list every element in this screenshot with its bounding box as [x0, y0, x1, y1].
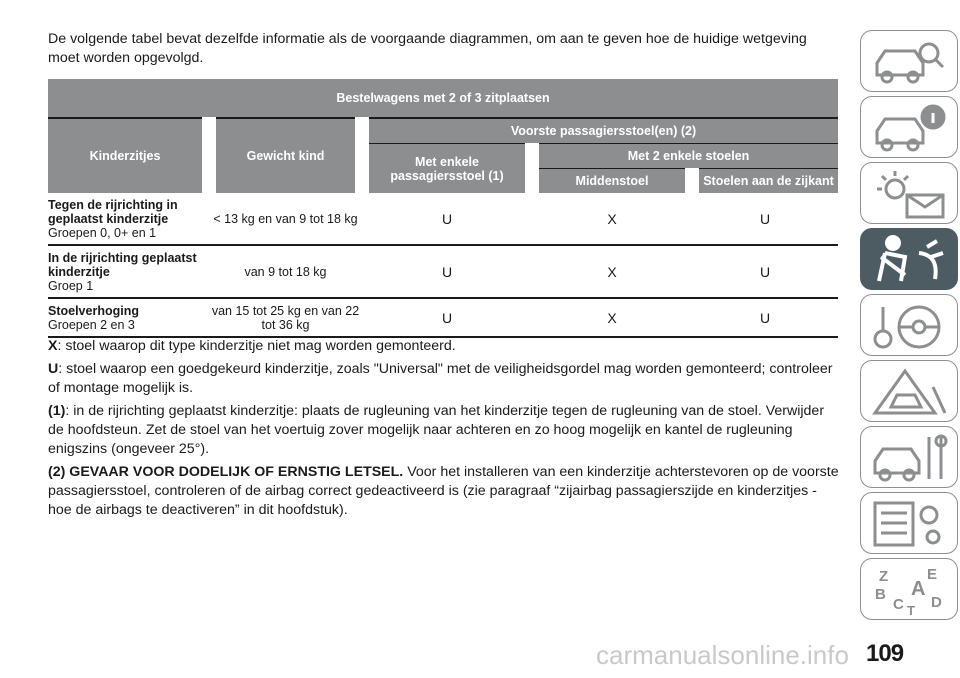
- col-header-middle: Middenstoel: [532, 169, 692, 194]
- row-kind: Stoelverhoging Groepen 2 en 3: [48, 298, 209, 337]
- row-single: U: [441, 211, 453, 227]
- table-row: [48, 193, 838, 245]
- row-side: U: [759, 211, 771, 227]
- tab-warning-triangle[interactable]: [860, 360, 958, 422]
- alphabet-index-icon: [871, 565, 949, 615]
- row-middle: X: [607, 211, 617, 227]
- notes-section: [48, 337, 840, 524]
- watermark: carmanualsonline.info: [596, 640, 849, 670]
- tab-car-tools[interactable]: [860, 426, 958, 488]
- col-header-side: Stoelen aan de zijkant: [692, 169, 838, 194]
- warning-triangle-icon: [871, 367, 949, 417]
- table-row: [48, 298, 838, 337]
- seatbelt-airbag-icon: [871, 235, 949, 285]
- col-header-kind: Kinderzitjes: [48, 118, 209, 193]
- svg-text:Z: Z: [879, 568, 889, 585]
- tab-steering-key[interactable]: [860, 294, 958, 356]
- tab-car-search[interactable]: [860, 30, 958, 92]
- tab-seatbelt-airbag[interactable]: [860, 228, 958, 290]
- row-middle: X: [532, 245, 692, 298]
- note-2: (2) GEVAAR VOOR DODELIJK OF ERNSTIG LETSEL. Voor het installeren van een kinderzitje achterstevoren op de voorste passagiersstoel, controleren of de airbag correct gedeactiveerd is (zie paragraaf “zijairbag passagierszijde en kinderzitjes - hoe de airbags te deactiveren” in dit hoofdstuk).: [48, 464, 839, 518]
- row-side: U: [692, 298, 838, 337]
- tab-alphabet-index[interactable]: [860, 558, 958, 620]
- warning-lights-icon: [871, 169, 949, 219]
- car-tools-icon: [871, 433, 949, 483]
- note-x: X: stoel waarop dit type kinderzitje niet mag worden gemonteerd.: [48, 338, 456, 354]
- svg-text:E: E: [927, 566, 938, 583]
- col-header-two: Met 2 enkele stoelen: [532, 144, 838, 169]
- col-header-single: Met enkele passagiersstoel (1): [362, 144, 532, 194]
- page-number: 109: [866, 640, 904, 667]
- tab-car-info[interactable]: [860, 96, 958, 158]
- col-header-front: Voorste passagiersstoel(en) (2): [362, 118, 838, 144]
- row-kind: Tegen de rijrichting in geplaatst kinderzitje Groepen 0, 0+ en 1: [48, 198, 178, 240]
- note-1: (1): in de rijrichting geplaatst kinderzitje: plaats de rugleuning van het kinderzitje tegen de rugleuning van de stoel. Verwijder de hoofdsteun. Zet de stoel van het voertuig zover mogelijk naar achteren en zo hoog mogelijk en kantel de rugleuning enigszins (ongeveer 25°).: [48, 403, 825, 457]
- specifications-icon: [871, 499, 949, 549]
- table-title: Bestelwagens met 2 of 3 zitplaatsen: [48, 79, 838, 118]
- row-weight: van 15 tot 25 kg en van 22 tot 36 kg: [209, 298, 362, 337]
- svg-text:D: D: [931, 594, 942, 611]
- table-row: [48, 245, 838, 298]
- car-info-icon: [871, 103, 949, 153]
- svg-text:C: C: [893, 596, 904, 613]
- row-single: U: [362, 298, 532, 337]
- row-weight: van 9 tot 18 kg: [209, 245, 362, 298]
- intro-text: De volgende tabel bevat dezelfde informatie als de voorgaande diagrammen, om aan te geven hoe de huidige wetgeving moet worden opgevolgd.: [48, 31, 807, 66]
- steering-key-icon: [871, 301, 949, 351]
- tab-specifications[interactable]: [860, 492, 958, 554]
- tab-warning-lights[interactable]: [860, 162, 958, 224]
- car-search-icon: [871, 37, 949, 87]
- row-kind: In de rijrichting geplaatst kinderzitje Groep 1: [48, 245, 209, 298]
- child-seat-table: [48, 79, 838, 338]
- col-header-weight: Gewicht kind: [209, 118, 362, 193]
- svg-text:A: A: [911, 578, 926, 600]
- svg-text:B: B: [875, 586, 886, 603]
- row-middle: X: [532, 298, 692, 337]
- row-side: U: [692, 245, 838, 298]
- row-single: U: [362, 245, 532, 298]
- svg-text:T: T: [907, 603, 915, 615]
- chapter-sidebar: [852, 30, 960, 624]
- row-weight: < 13 kg en van 9 tot 18 kg: [213, 212, 358, 226]
- note-u: U: stoel waarop een goedgekeurd kinderzitje, zoals "Universal" met de veiligheidsgordel mag worden gemonteerd; controleer of montage mogelijk is.: [48, 361, 833, 396]
